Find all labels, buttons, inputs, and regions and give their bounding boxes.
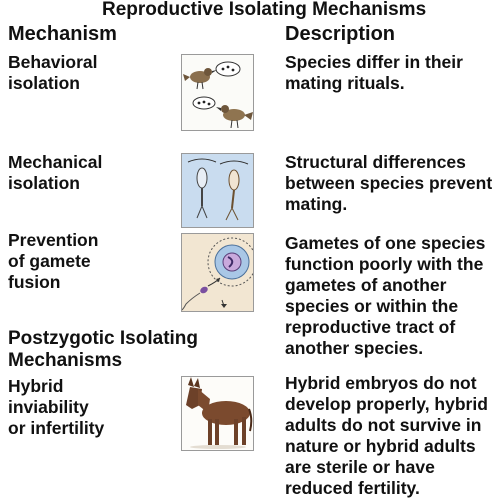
description-column-header: Description — [285, 23, 396, 45]
description-prevention-of-gamete-fusion: Gametes of one species function poorly with the gametes of another species or within the reproductive tract of another species. — [285, 233, 486, 358]
mechanism-mechanical-isolation: Mechanical isolation — [8, 152, 103, 193]
copepods-icon — [182, 154, 254, 228]
figure-gamete — [181, 233, 254, 312]
figure-behavioral — [181, 54, 254, 131]
description-hybrid-inviability: Hybrid embryos do not develop properly, hybrid adults do not survive in nature or hybrid adults are sterile or have reduced fertility. — [285, 373, 488, 498]
mechanism-column-header: Mechanism — [8, 23, 117, 45]
figure-mechanical — [181, 153, 254, 228]
mechanism-prevention-of-gamete-fusion: Prevention of gamete fusion — [8, 230, 99, 292]
postzygotic-heading: Postzygotic Isolating Mechanisms — [8, 328, 199, 371]
mule-icon — [182, 377, 254, 451]
two-birds-singing-icon — [182, 55, 254, 131]
description-behavioral-isolation: Species differ in their mating rituals. — [285, 52, 463, 93]
sperm-egg-icon — [182, 234, 254, 312]
mechanism-behavioral-isolation: Behavioral isolation — [8, 52, 98, 93]
figure-hybrid — [181, 376, 254, 451]
description-mechanical-isolation: Structural differences between species prevent mating. — [285, 152, 493, 214]
page-title: Reproductive Isolating Mechanisms — [102, 0, 427, 20]
mechanism-hybrid-inviability: Hybrid inviability or infertility — [8, 376, 105, 438]
